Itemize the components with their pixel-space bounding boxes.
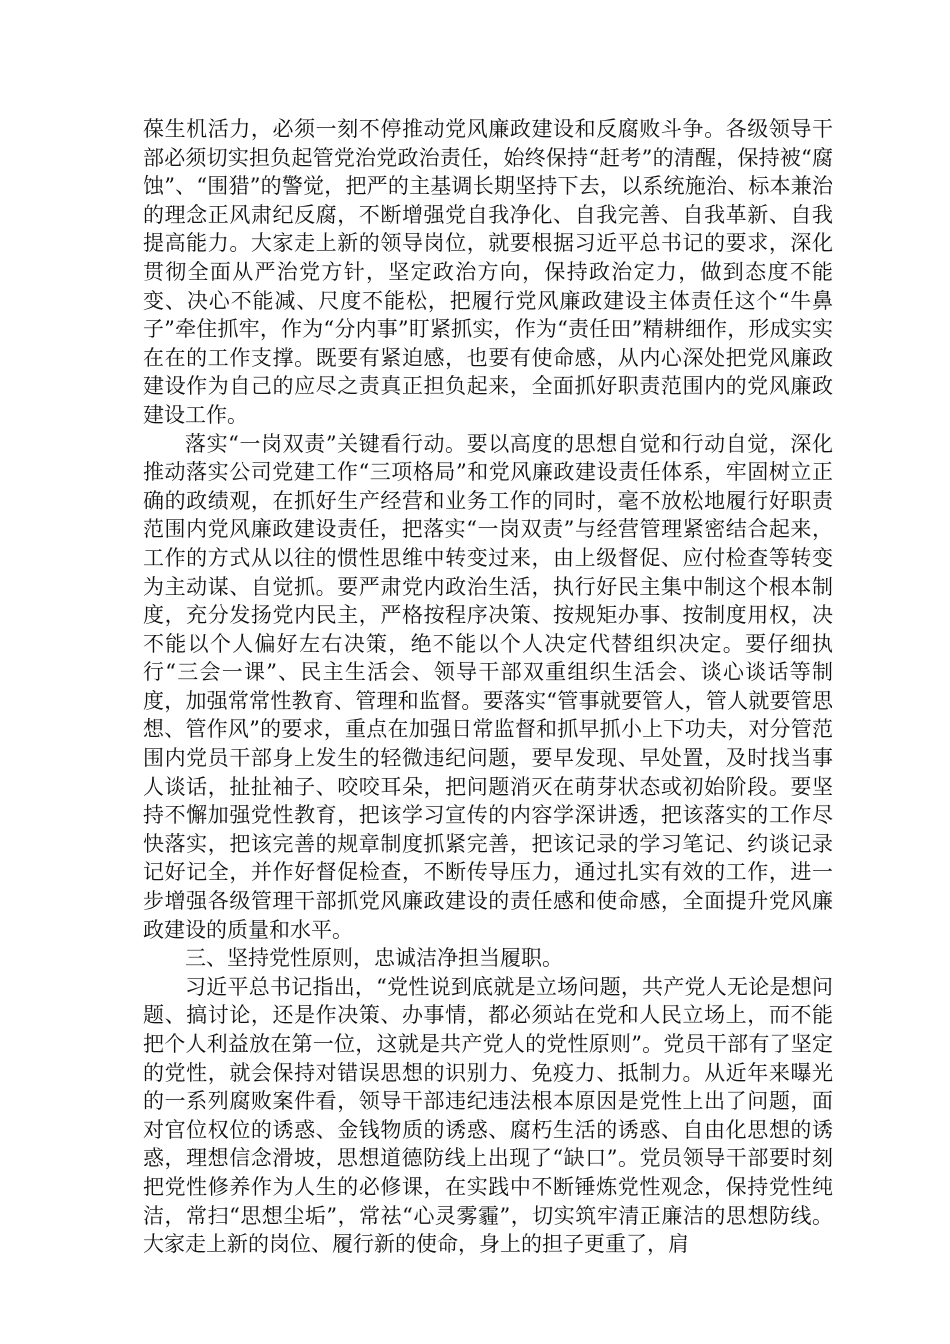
section-heading-3: 三、坚持党性原则，忠诚洁净担当履职。 xyxy=(185,946,563,971)
paragraph-2: 落实“一岗双责”关键看行动。要以高度的思想自觉和行动自觉，深化推动落实公司党建工作“三项格局”和党风廉政建设责任体系，牢固树立正确的政绩观，在抓好生产经营和业务工作的同时，毫不放松地履行好职责范围内党风廉政建设责任，把落实“一岗双责”与经营管理紧密结合起来，工作的方式从以往的惯性思维中转变过来，由上级督促、应付检查等转变为主动谋、自觉抓。要严肃党内政治生活，执行好民主集中制这个根本制度，充分发扬党内民主，严格按程序决策、按规矩办事、按制度用权，决不能以个人偏好左右决策，绝不能以个人决定代替组织决定。要仔细执行“三会一课”、民主生活会、领导干部双重组织生活会、谈心谈话等制度，加强常常性教育、管理和监督。要落实“管事就要管人，管人就要管思想、管作风”的要求，重点在加强日常监督和抓早抓小上下功夫，对分管范围内党员干部身上发生的轻微违纪问题，要早发现、早处置，及时找当事人谈话，扯扯袖子、咬咬耳朵，把问题消灭在萌芽状态或初始阶段。要坚持不懈加强党性教育，把该学习宣传的内容学深讲透，把该落实的工作尽快落实，把该完善的规章制度抓紧完善，把该记录的学习笔记、约谈记录记好记全，并作好督促检查，不断传导压力，通过扎实有效的工作，进一步增强各级管理干部抓党风廉政建设的责任感和使命感，全面提升党风廉政建设的质量和水平。 xyxy=(143,431,833,942)
document-body xyxy=(143,115,833,1259)
paragraph-1: 葆生机活力，必须一刻不停推动党风廉政建设和反腐败斗争。各级领导干部必须切实担负起管党治党政治责任，始终保持“赶考”的清醒，保持被“腐蚀”、“围猎”的警觉，把严的主基调长期坚持下去，以系统施治、标本兼治的理念正风肃纪反腐，不断增强党自我净化、自我完善、自我革新、自我提高能力。大家走上新的领导岗位，就要根据习近平总书记的要求，深化贯彻全面从严治党方针，坚定政治方向，保持政治定力，做到态度不能变、决心不能减、尺度不能松，把履行党风廉政建设主体责任这个“牛鼻子”牵住抓牢，作为“分内事”盯紧抓实，作为“责任田”精耕细作，形成实实在在的工作支撑。既要有紧迫感，也要有使命感，从内心深处把党风廉政建设作为自己的应尽之责真正担负起来，全面抓好职责范围内的党风廉政建设工作。 xyxy=(143,117,833,427)
paragraph-4: 习近平总书记指出，“党性说到底就是立场问题，共产党人无论是想问题、搞讨论，还是作决策、办事情，都必须站在党和人民立场上，而不能把个人利益放在第一位，这就是共产党人的党性原则”。党员干部有了坚定的党性，就会保持对错误思想的识别力、免疫力、抵制力。从近年来曝光的一系列腐败案件看，领导干部违纪违法根本原因是党性上出了问题，面对官位权位的诱惑、金钱物质的诱惑、腐朽生活的诱惑、自由化思想的诱惑，理想信念滑坡，思想道德防线上出现了“缺口”。党员领导干部要时刻把党性修养作为人生的必修课，在实践中不断锤炼党性观念，保持党性纯洁，常扫“思想尘垢”，常祛“心灵雾霾”，切实筑牢清正廉洁的思想防线。大家走上新的岗位、履行新的使命，身上的担子更重了，肩 xyxy=(143,974,833,1257)
